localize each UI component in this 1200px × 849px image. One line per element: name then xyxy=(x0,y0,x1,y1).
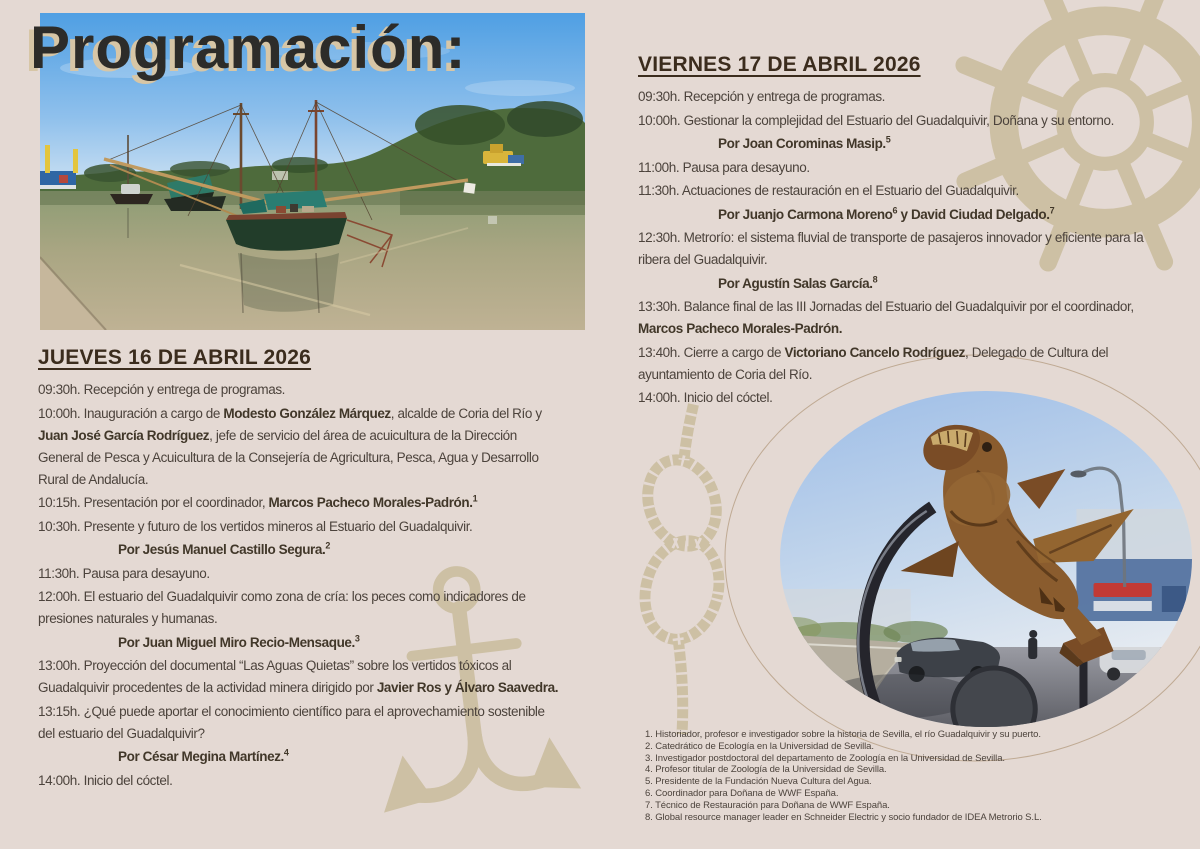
round-sign xyxy=(953,668,1035,727)
schedule-line: 11:30h. Pausa para desayuno. xyxy=(38,565,210,581)
schedule-line: 14:00h. Inicio del cóctel. xyxy=(38,772,173,788)
schedule-line: 13:15h. ¿Qué puede aportar el conocimiento científico para el aprovechamiento sostenible del estuario del Guadalquivir? xyxy=(38,703,545,741)
schedule-line: 11:30h. Actuaciones de restauración en el Estuario del Guadalquivir. xyxy=(638,183,1019,198)
schedule-line: 12:30h. Metrorío: el sistema fluvial de transporte de pasajeros innovador y eficiente para la ribera del Guadalquivir. xyxy=(638,230,1144,267)
schedule-line: 13:00h. Proyección del documental “Las Aguas Quietas” sobre los vertidos tóxicos al Guadalquivir procedentes de la actividad minera dirigido por Javier Ros y Álvaro Saavedra. xyxy=(38,658,559,695)
day-heading-friday: VIERNES 17 DE ABRIL 2026 xyxy=(638,53,921,76)
schedule-line: 13:40h. Cierre a cargo de Victoriano Cancelo Rodríguez, Delegado de Cultura del ayuntamiento de Coria del Río. xyxy=(638,344,1109,382)
schedule-line: 13:30h. Balance final de las III Jornadas del Estuario del Guadalquivir por el coordinador, Marcos Pacheco Morales-Padrón. xyxy=(638,299,1134,336)
footnote-item: 6. Coordinador para Doñana de WWF España. xyxy=(645,787,839,799)
schedule-line: 09:30h. Recepción y entrega de programas. xyxy=(638,89,886,104)
pedestrian xyxy=(1028,630,1037,659)
schedule-line: 12:00h. El estuario del Guadalquivir como zona de cría: los peces como indicadores de presiones naturales y humanas. xyxy=(38,589,526,626)
schedule-line: 10:30h. Presente y futuro de los vertidos mineros al Estuario del Guadalquivir. xyxy=(38,518,473,534)
footnote-item: 4. Profesor titular de Zoología de la Universidad de Sevilla. xyxy=(645,764,887,776)
schedule-list-friday xyxy=(638,86,1200,409)
footnote-item: 2. Catedrático de Ecología en la Universidad de Sevilla. xyxy=(645,740,874,752)
footnote-item: 7. Técnico de Restauración para Doñana de WWF España. xyxy=(645,799,890,811)
schedule-line: 10:00h. Inauguración a cargo de Modesto González Márquez, alcalde de Coria del Río y Juan José García Rodríguez, jefe de servicio del área de acuicultura de la Dirección General de Pesca y Acuicultura de la Consejería de Agricultura, Pesca, Agua y Desarrollo Rural de Andalucía. xyxy=(38,405,542,487)
schedule-line: 10:00h. Gestionar la complejidad del Estuario del Guadalquivir, Doñana y su entorno. xyxy=(638,112,1114,128)
day-heading-thursday: JUEVES 16 DE ABRIL 2026 xyxy=(38,346,312,369)
fish-sculpture-photo xyxy=(780,391,1192,727)
footnotes xyxy=(645,729,1200,823)
footnote-item: 5. Presidente de la Fundación Nueva Cultura del Agua. xyxy=(645,776,872,788)
schedule-column-friday xyxy=(638,53,1200,411)
footnote-item: 1. Historiador, profesor e investigador sobre la historia de Sevilla, el río Guadalquivir y su puerto. xyxy=(645,729,1041,740)
schedule-line: Por Agustín Salas García.$^8$ xyxy=(718,274,878,291)
schedule-line: Por César Megina Martínez.$^4$ xyxy=(118,747,289,764)
rope-knot-icon xyxy=(632,398,732,738)
page-title: Programación: xyxy=(30,14,467,81)
schedule-line: Por Joan Corominas Masip.$^5$ xyxy=(718,134,891,151)
schedule-line: Por Juanjo Carmona Moreno$^6$ y David Ciudad Delgado.$^7$ xyxy=(718,205,1055,222)
footnote-item: 3. Investigador postdoctoral del departamento de Zoología en la Universidad de Sevilla. xyxy=(645,752,1005,764)
schedule-column-thursday xyxy=(38,346,623,793)
schedule-line: 14:00h. Inicio del cóctel. xyxy=(638,390,773,405)
footnote-item: 8. Global resource manager leader en Schneider Electric y socio fundador de IDEA Metrorio S.L. xyxy=(645,811,1042,823)
schedule-line: Por Jesús Manuel Castillo Segura.$^2$ xyxy=(118,540,330,557)
schedule-line: 11:00h. Pausa para desayuno. xyxy=(638,159,810,175)
schedule-line: 10:15h. Presentación por el coordinador, Marcos Pacheco Morales-Padrón.$^1$ xyxy=(38,493,478,510)
schedule-line: Por Juan Miguel Miro Recio-Mensaque.$^3$ xyxy=(118,633,360,650)
schedule-line: 09:30h. Recepción y entrega de programas. xyxy=(38,382,286,397)
schedule-list-thursday xyxy=(38,379,623,792)
